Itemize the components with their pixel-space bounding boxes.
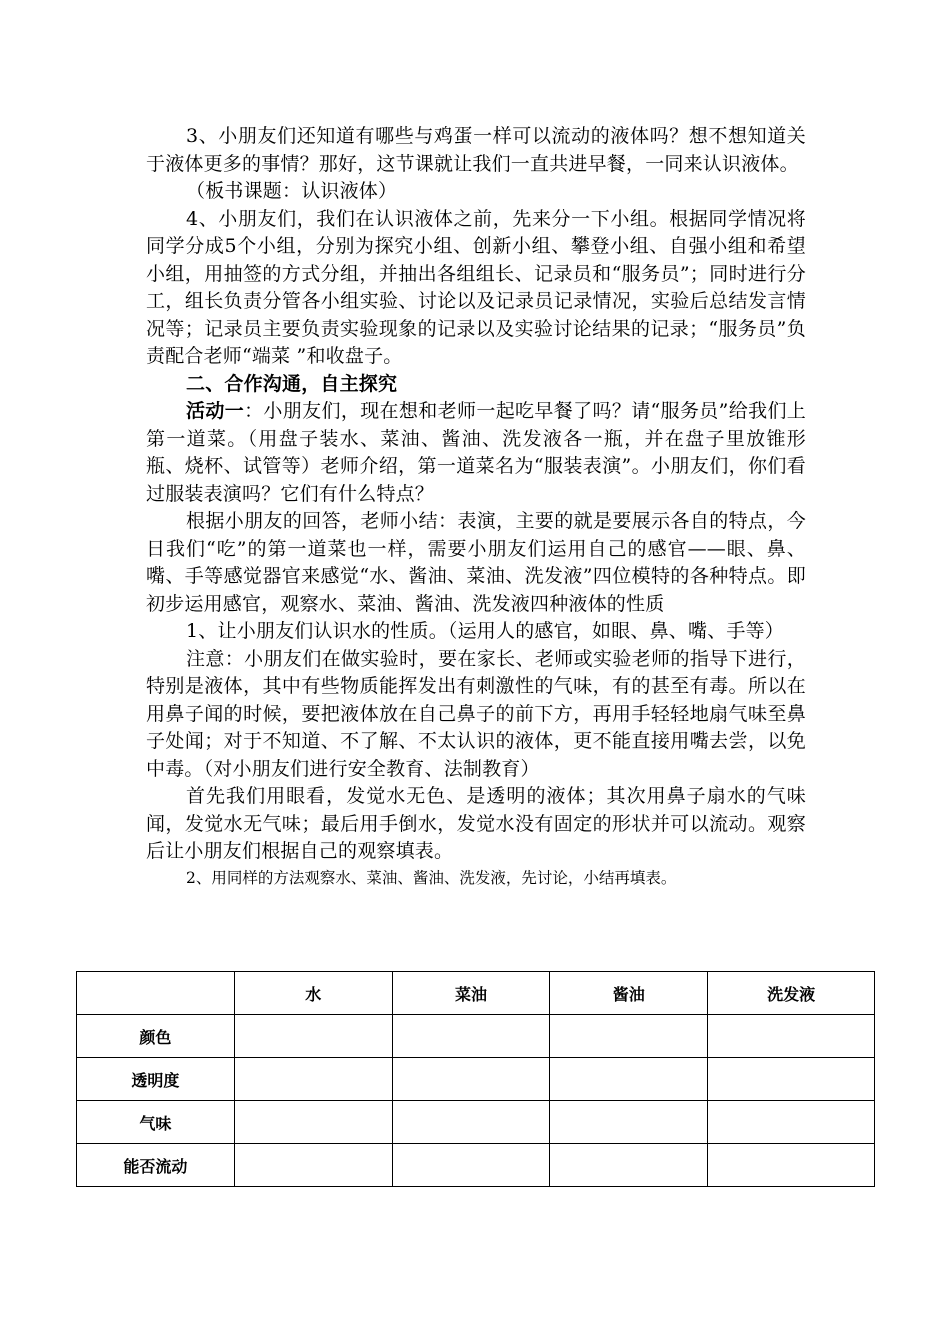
- table-header-cell: 菜油: [392, 972, 550, 1015]
- table-header-cell: 洗发液: [708, 972, 875, 1015]
- paragraph-summary: 根据小朋友的回答，老师小结：表演，主要的就是要展示各自的特点，今日我们“吃”的第一道菜也一样，需要小朋友们运用自己的感官——眼、鼻、嘴、手等感觉器官来感觉“水、酱油、菜油、洗发液”四位模特的各种特点。即初步运用感官，观察水、菜油、酱油、洗发液四种液体的性质: [146, 510, 806, 615]
- table-cell[interactable]: [550, 1058, 708, 1101]
- table-cell[interactable]: [392, 1101, 550, 1144]
- paragraph-safety-note: 注意：小朋友们在做实验时，要在家长、老师或实验老师的指导下进行，特别是液体，其中有些物质能挥发出有刺激性的气味，有的甚至有毒。所以在用鼻子闻的时候，要把液体放在自己鼻子的前下方，再用手轻轻地扇气味至鼻子处闻；对于不知道、不了解、不太认识的液体，更不能直接用嘴去尝，以免中毒。（对小朋友们进行安全教育、法制教育）: [146, 647, 806, 780]
- table-header-cell: 酱油: [550, 972, 708, 1015]
- table-cell[interactable]: [708, 1101, 875, 1144]
- table-header-row: [77, 972, 875, 1015]
- paragraph-activity-one: [146, 398, 806, 508]
- table-row: [77, 1058, 875, 1101]
- table-cell[interactable]: [234, 1144, 392, 1187]
- row-label: 颜色: [77, 1015, 235, 1058]
- paragraph-water-properties: 1、让小朋友们认识水的性质。（运用人的感官，如眼、鼻、嘴、手等）: [186, 620, 784, 642]
- table-row: [77, 1015, 875, 1058]
- table-cell[interactable]: [708, 1058, 875, 1101]
- activity-label: 活动一: [186, 400, 245, 422]
- row-label: 气味: [77, 1101, 235, 1144]
- paragraph-observation: 首先我们用眼看，发觉水无色、是透明的液体；其次用鼻子扇水的气味闻，发觉水无气味；最后用手倒水，发觉水没有固定的形状并可以流动。观察后让小朋友们根据自己的观察填表。: [146, 785, 806, 862]
- section-heading: 二、合作沟通，自主探究: [186, 372, 398, 395]
- table-cell[interactable]: [550, 1144, 708, 1187]
- paragraph-compare: 2、用同样的方法观察水、菜油、酱油、洗发液，先讨论，小结再填表。: [186, 868, 677, 887]
- table-cell[interactable]: [234, 1101, 392, 1144]
- table-cell[interactable]: [234, 1058, 392, 1101]
- table-cell[interactable]: [392, 1144, 550, 1187]
- table-cell[interactable]: [392, 1015, 550, 1058]
- table-header-cell: 水: [234, 972, 392, 1015]
- table-header-cell: [77, 972, 235, 1015]
- paragraph-grouping: 4、小朋友们，我们在认识液体之前，先来分一下小组。根据同学情况将同学分成5个小组，分别为探究小组、创新小组、攀登小组、自强小组和希望小组，用抽签的方式分组，并抽出各组组长、记录员和“服务员”；同时进行分工，组长负责分管各小组实验、讨论以及记录员记录情况，实验后总结发言情况等；记录员主要负责实验现象的记录以及实验讨论结果的记录；“服务员”负责配合老师“端菜 ”和收盘子。: [146, 207, 806, 367]
- activity-text: ：小朋友们，现在想和老师一起吃早餐了吗？请“服务员”给我们上第一道菜。（用盘子装水、菜油、酱油、洗发液各一瓶，并在盘子里放锥形瓶、烧杯、试管等）老师介绍，第一道菜名为“服装表演”。小朋友们，你们看过服装表演吗？它们有什么特点？: [146, 400, 806, 505]
- paragraph-question: 3、小朋友们还知道有哪些与鸡蛋一样可以流动的液体吗？想不想知道关于液体更多的事情？那好，这节课就让我们一直共进早餐，一同来认识液体。: [146, 125, 806, 175]
- row-label: 透明度: [77, 1058, 235, 1101]
- lesson-text: [146, 123, 806, 890]
- table-cell[interactable]: [708, 1015, 875, 1058]
- table-cell[interactable]: [392, 1058, 550, 1101]
- row-label: 能否流动: [77, 1144, 235, 1187]
- observation-table: [76, 971, 875, 1187]
- paragraph-board-title: （板书课题：认识液体）: [186, 180, 398, 202]
- table-row: [77, 1144, 875, 1187]
- table-cell[interactable]: [708, 1144, 875, 1187]
- table-cell[interactable]: [550, 1101, 708, 1144]
- table-cell[interactable]: [234, 1015, 392, 1058]
- table-row: [77, 1101, 875, 1144]
- table-cell[interactable]: [550, 1015, 708, 1058]
